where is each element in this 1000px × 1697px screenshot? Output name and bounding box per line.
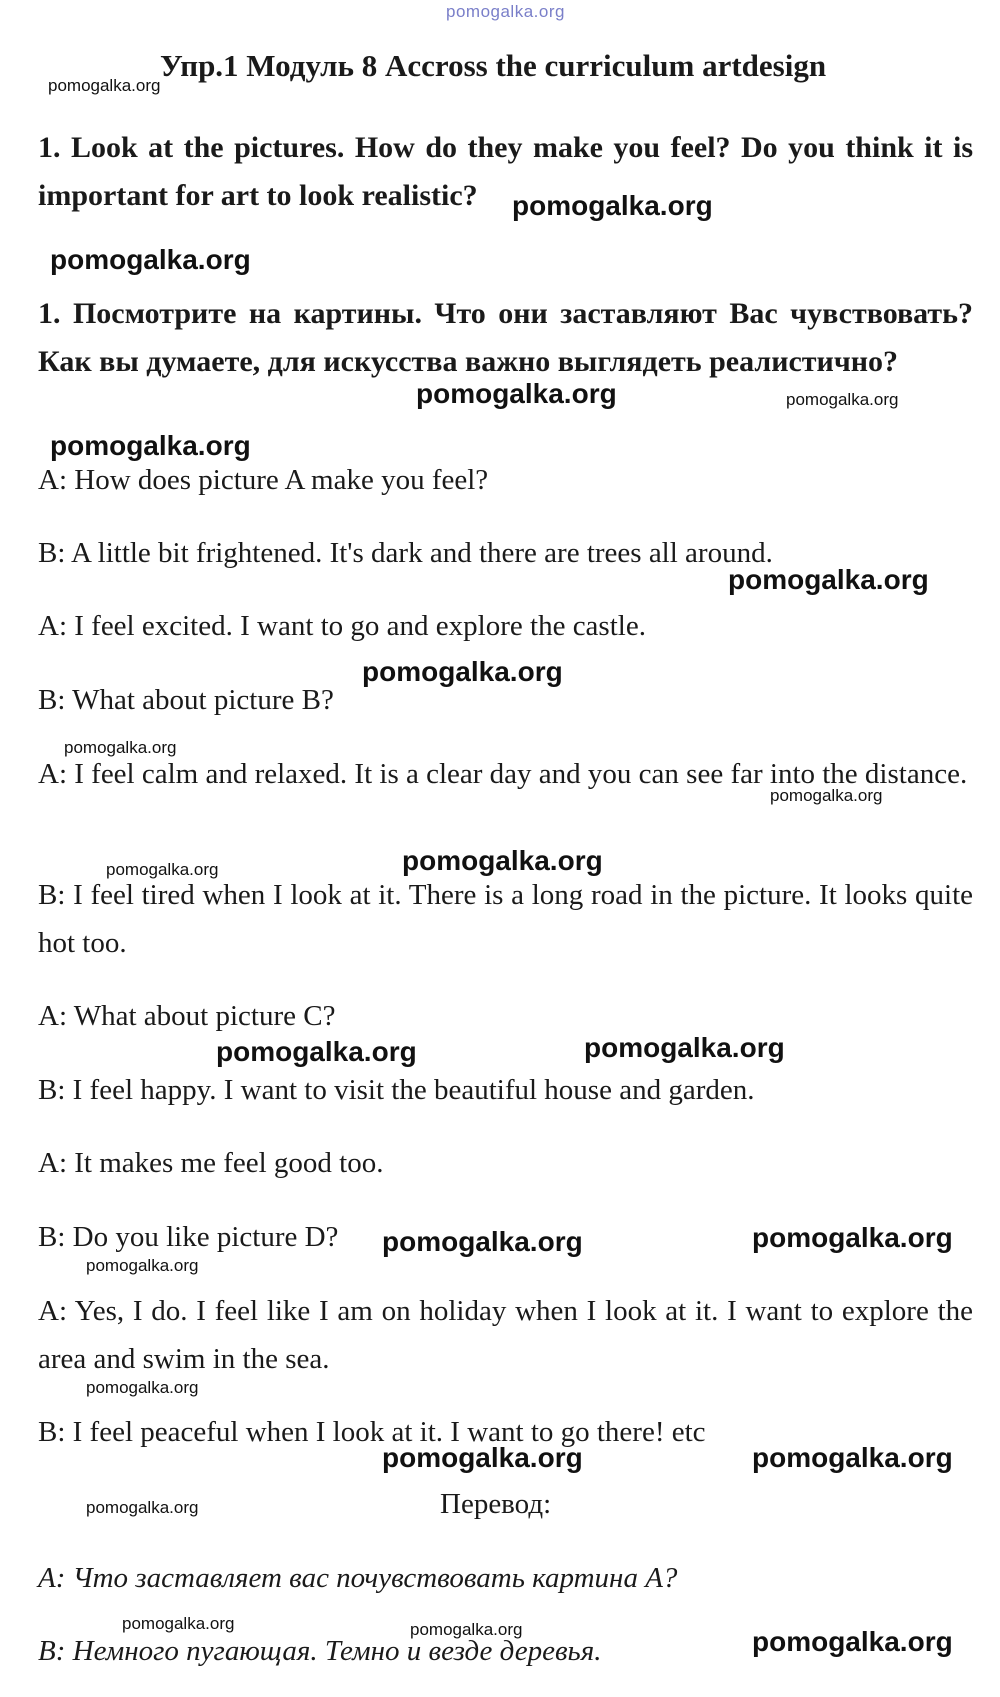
watermark: pomogalka.org	[752, 1442, 953, 1473]
watermark: pomogalka.org	[362, 656, 563, 687]
page-title: Упр.1 Модуль 8 Accross the curriculum artdesign	[160, 48, 827, 83]
dialogue-line: A: It makes me feel good too.	[38, 1147, 384, 1179]
watermark: pomogalka.org	[50, 244, 251, 275]
watermark: pomogalka.org	[48, 76, 161, 95]
watermark: pomogalka.org	[50, 430, 251, 461]
dialogue-line: B: I feel happy. I want to visit the beautiful house and garden.	[38, 1074, 755, 1106]
translation-line: A: Что заставляет вас почувствовать картина А?	[38, 1562, 678, 1594]
watermark: pomogalka.org	[416, 378, 617, 409]
task-heading-ru: 1. Посмотрите на картины. Что они заставляют Вас чувствовать? Как вы думаете, для искусства важно выглядеть реалистично?	[38, 297, 973, 378]
watermark: pomogalka.org	[86, 1256, 199, 1275]
watermark: pomogalka.org	[86, 1378, 199, 1397]
watermark-top: pomogalka.org	[446, 2, 565, 21]
dialogue-line: A: What about picture C?	[38, 1000, 336, 1032]
dialogue-line: B: I feel tired when I look at it. There is a long road in the picture. It looks quite hot too.	[38, 879, 973, 959]
watermark: pomogalka.org	[86, 1498, 199, 1517]
watermark: pomogalka.org	[382, 1442, 583, 1473]
watermark: pomogalka.org	[752, 1222, 953, 1253]
dialogue-line: B: A little bit frightened. It's dark and there are trees all around.	[38, 537, 773, 569]
task-heading-en: 1. Look at the pictures. How do they make you feel? Do you think it is important for art to look realistic?	[38, 131, 973, 212]
watermark: pomogalka.org	[64, 738, 177, 757]
watermark: pomogalka.org	[728, 564, 929, 595]
watermark: pomogalka.org	[786, 390, 899, 409]
watermark: pomogalka.org	[382, 1226, 583, 1257]
watermark: pomogalka.org	[106, 860, 219, 879]
dialogue-line: A: I feel calm and relaxed. It is a clear day and you can see far into the distance.	[38, 758, 968, 790]
translation-line: B: Немного пугающая. Темно и везде деревья.	[38, 1635, 602, 1667]
dialogue-line: B: Do you like picture D?	[38, 1221, 339, 1253]
dialogue-line: A: I feel excited. I want to go and explore the castle.	[38, 610, 646, 642]
watermark: pomogalka.org	[216, 1036, 417, 1067]
translation-label: Перевод:	[440, 1488, 552, 1520]
watermark: pomogalka.org	[584, 1032, 785, 1063]
dialogue-line: A: Yes, I do. I feel like I am on holiday when I look at it. I want to explore the area and swim in the sea.	[38, 1295, 973, 1375]
dialogue-line: A: How does picture A make you feel?	[38, 464, 489, 496]
dialogue-line: B: I feel peaceful when I look at it. I want to go there! etc	[38, 1416, 706, 1448]
watermark: pomogalka.org	[410, 1620, 523, 1639]
dialogue-line: B: What about picture B?	[38, 684, 334, 716]
watermark: pomogalka.org	[770, 786, 883, 805]
watermark: pomogalka.org	[122, 1614, 235, 1633]
watermark: pomogalka.org	[512, 190, 713, 221]
watermark: pomogalka.org	[402, 845, 603, 876]
watermark: pomogalka.org	[752, 1626, 953, 1657]
